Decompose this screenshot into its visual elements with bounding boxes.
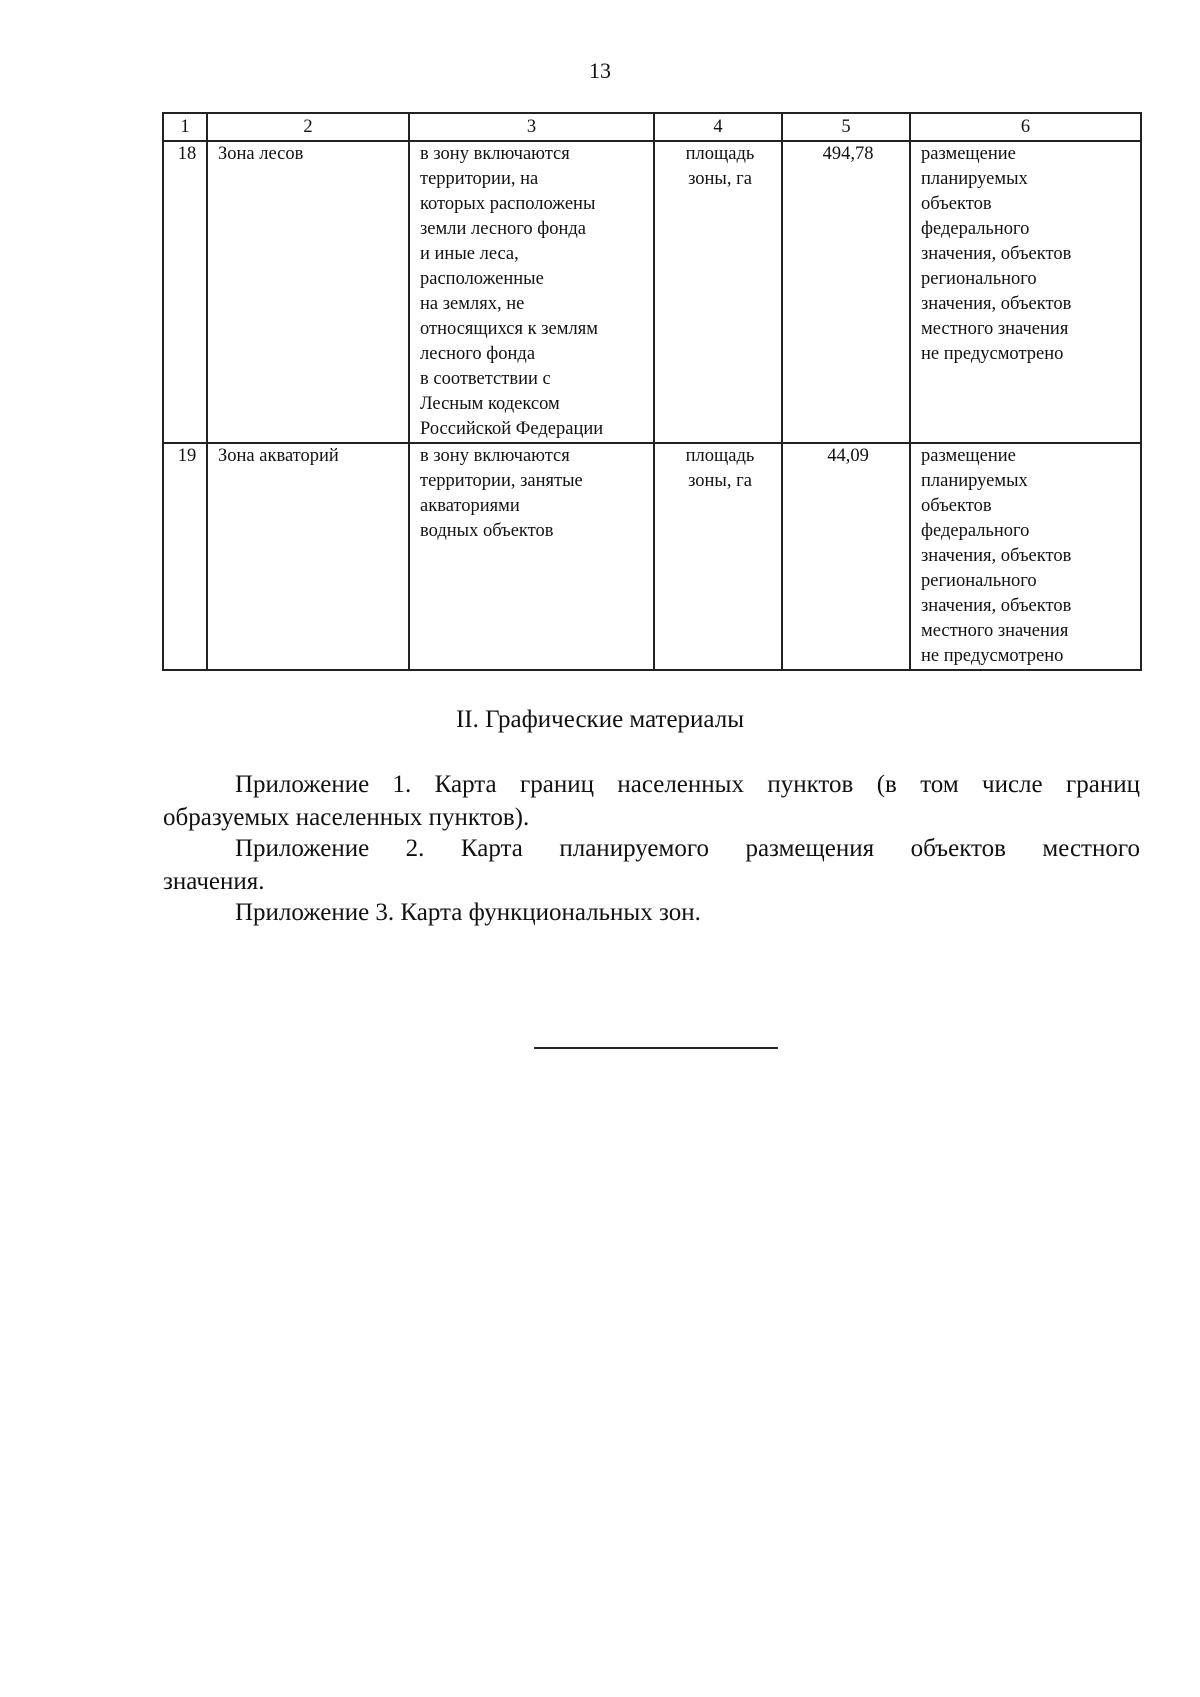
zone-name: Зона акваторий — [207, 443, 409, 670]
zone-indicator — [654, 141, 782, 443]
note-line: значения, объектов — [921, 244, 1072, 264]
table-row — [163, 443, 1141, 670]
note-line: объектов — [921, 194, 992, 214]
appendix-2 — [163, 832, 1140, 898]
description-line: относящихся к землям — [420, 319, 598, 339]
description-line: расположенные — [420, 269, 544, 289]
note-line: размещение — [921, 446, 1016, 466]
column-header: 5 — [782, 113, 910, 141]
note-line: значения, объектов — [921, 294, 1072, 314]
description-line: в зону включаются — [420, 144, 570, 164]
page-number: 13 — [589, 58, 611, 83]
column-header: 6 — [910, 113, 1141, 141]
note-line: регионального — [921, 269, 1037, 289]
table-row — [163, 141, 1141, 443]
table-header-row — [163, 113, 1141, 141]
description-line: акваториями — [420, 496, 520, 516]
zone-note — [910, 443, 1141, 670]
appendix-1-line-2: образуемых населенных пунктов). — [163, 804, 530, 831]
row-number: 18 — [163, 141, 207, 443]
column-header: 4 — [654, 113, 782, 141]
zone-area-value: 44,09 — [782, 443, 910, 670]
note-line: размещение — [921, 144, 1016, 164]
zones-table-container — [162, 112, 1140, 671]
column-header: 3 — [409, 113, 654, 141]
zone-name: Зона лесов — [207, 141, 409, 443]
zone-note — [910, 141, 1141, 443]
column-header: 1 — [163, 113, 207, 141]
description-line: в зону включаются — [420, 446, 570, 466]
description-line: Российской Федерации — [420, 419, 604, 439]
note-line: не предусмотрено — [921, 344, 1064, 364]
indicator-line: площадь — [685, 144, 755, 164]
zones-table — [162, 112, 1142, 671]
description-line: и иные леса, — [420, 244, 519, 264]
description-line: которых расположены — [420, 194, 596, 214]
description-line: водных объектов — [420, 521, 554, 541]
appendix-1 — [163, 768, 1140, 834]
appendix-2-line-2: значения. — [163, 868, 265, 895]
note-line: регионального — [921, 571, 1037, 591]
section-title: II. Графические материалы — [455, 706, 745, 733]
indicator-line: площадь — [685, 446, 755, 466]
appendix-3 — [163, 896, 1140, 929]
note-line: значения, объектов — [921, 546, 1072, 566]
note-line: планируемых — [921, 169, 1028, 189]
note-line: местного значения — [921, 621, 1069, 641]
note-line: местного значения — [921, 319, 1069, 339]
appendix-1-line-1: Приложение 1. Карта границ населенных пунктов (в том числе границ — [235, 771, 1140, 798]
zone-description — [409, 443, 654, 670]
zone-area-value: 494,78 — [782, 141, 910, 443]
description-line: территории, занятые — [420, 471, 583, 491]
description-line: территории, на — [420, 169, 539, 189]
appendix-3-line-1: Приложение 3. Карта функциональных зон. — [235, 899, 701, 926]
note-line: федерального — [921, 219, 1030, 239]
note-line: значения, объектов — [921, 596, 1072, 616]
description-line: земли лесного фонда — [420, 219, 587, 239]
note-line: объектов — [921, 496, 992, 516]
indicator-line: зоны, га — [688, 169, 752, 189]
row-number: 19 — [163, 443, 207, 670]
description-line: на землях, не — [420, 294, 525, 314]
note-line: федерального — [921, 521, 1030, 541]
description-line: лесного фонда — [420, 344, 536, 364]
document-end-divider — [534, 1047, 778, 1049]
appendix-2-line-1: Приложение 2. Карта планируемого размещения объектов местного — [235, 835, 1140, 862]
note-line: планируемых — [921, 471, 1028, 491]
description-line: в соответствии с — [420, 369, 551, 389]
description-line: Лесным кодексом — [420, 394, 560, 414]
note-line: не предусмотрено — [921, 646, 1064, 666]
zone-indicator — [654, 443, 782, 670]
zone-description — [409, 141, 654, 443]
column-header: 2 — [207, 113, 409, 141]
indicator-line: зоны, га — [688, 471, 752, 491]
